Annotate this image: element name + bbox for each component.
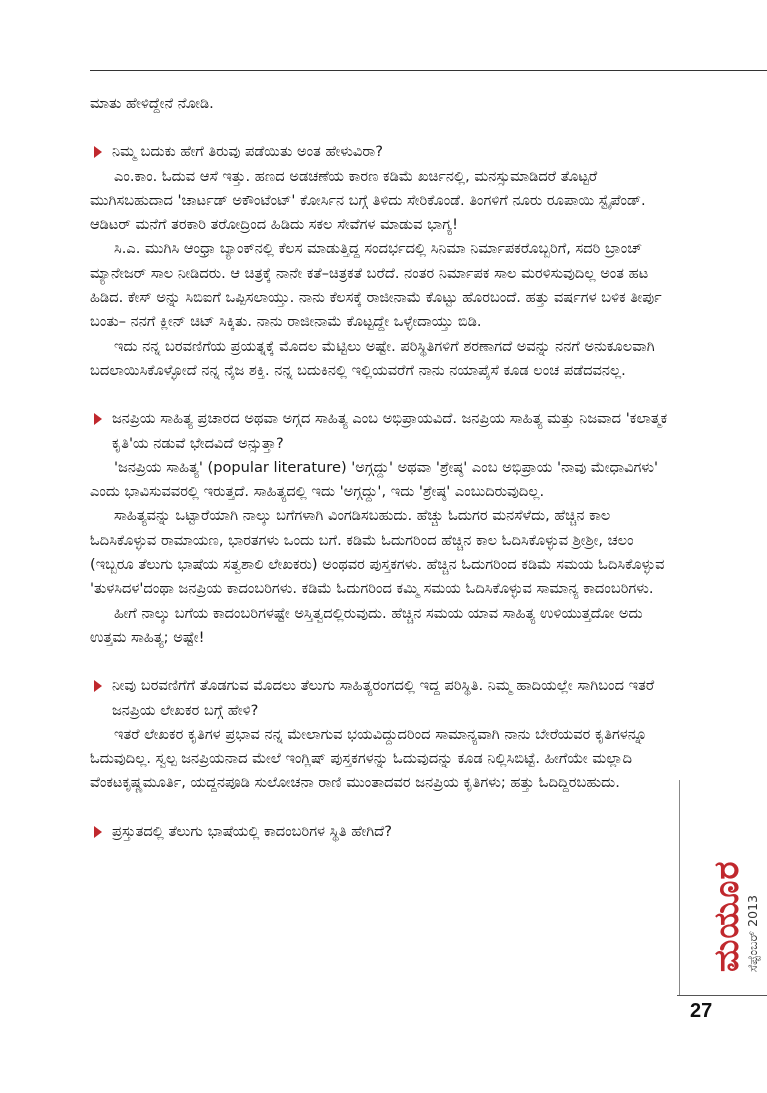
opening-line: ಮಾತು ಹೇಳಿದ್ದೇನೆ ನೋಡಿ. [90,95,214,112]
page-number: 27 [690,1000,713,1022]
triangle-bullet-icon [94,146,102,158]
question-1: ನಿಮ್ಮ ಬದುಕು ಹೇಗೆ ತಿರುವು ಪಡೆಯಿತು ಅಂತ ಹೇಳುವಿರಾ? [90,140,670,164]
triangle-bullet-icon [94,826,102,838]
sidebar-rule [679,780,680,995]
answer-3-para-1: ಇತರೆ ಲೇಖಕರ ಕೃತಿಗಳ ಪ್ರಭಾವ ನನ್ನ ಮೇಲಾಗುವ ಭಯವಿದ್ದುದರಿಂದ ಸಾಮಾನ್ಯವಾಗಿ ನಾನು ಬೇರೆಯವರ ಕೃತಿಗಳನ್ನೂ ಓದುವುದಿಲ್ಲ. ಸ್ವಲ್ಪ ಜನಪ್ರಿಯನಾದ ಮೇಲೆ ಇಂಗ್ಲಿಷ್ ಪುಸ್ತಕಗಳನ್ನು ಓದುವುದನ್ನು ಕೂಡ ನಿಲ್ಲಿಸಿಬಿಟ್ಟೆ. ಹೀಗೆಯೇ ಮಲ್ಲಾದಿ ವೆಂಕಟಕೃಷ್ಣಮೂರ್ತಿ, ಯದ್ದನಪೂಡಿ ಸುಲೋಚನಾ ರಾಣಿ ಮುಂತಾದವರ ಜನಪ್ರಿಯ ಕೃತಿಗಳು; ಹತ್ತು ಓದಿದ್ದಿರಬಹುದು. [90,725,648,792]
answer-1-para-2: ಸಿ.ಎ. ಮುಗಿಸಿ ಆಂಧ್ರಾ ಬ್ಯಾಂಕ್‌ನಲ್ಲಿ ಕೆಲಸ ಮಾಡುತ್ತಿದ್ದ ಸಂದರ್ಭದಲ್ಲಿ ಸಿನಿಮಾ ನಿರ್ಮಾಪಕರೊಬ್ಬರಿಗೆ, ಸದರಿ ಬ್ರಾಂಚ್ ಮ್ಯಾನೇಜರ್ ಸಾಲ ನೀಡಿದರು. ಆ ಚಿತ್ರಕ್ಕೆ ನಾನೇ ಕತೆ–ಚಿತ್ರಕತೆ ಬರೆದೆ. ನಂತರ ನಿರ್ಮಾಪಕ ಸಾಲ ಮರಳಿಸುವುದಿಲ್ಲ ಅಂತ ಹಟ ಹಿಡಿದ. ಕೇಸ್ ಅನ್ನು ಸಿಬಿಐಗೆ ಒಪ್ಪಿಸಲಾಯ್ತು. ನಾನು ಕೆಲಸಕ್ಕೆ ರಾಜೀನಾಮೆ ಕೊಟ್ಟು ಹೊರಬಂದೆ. ಹತ್ತು ವರ್ಷಗಳ ಬಳಿಕ ತೀರ್ಪು ಬಂತು– ನನಗೆ ಕ್ಲೀನ್ ಚಿಟ್ ಸಿಕ್ಕಿತು. ನಾನು ರಾಜೀನಾಮೆ ಕೊಟ್ಟದ್ದೇ ಒಳ್ಳೇದಾಯ್ತು ಬಿಡಿ. [90,240,662,331]
answer-2-para-1: 'ಜನಪ್ರಿಯ ಸಾಹಿತ್ಯ' (popular literature) 'ಅಗ್ಗದ್ದು' ಅಥವಾ 'ಶ್ರೇಷ್ಠ' ಎಂಬ ಅಭಿಪ್ರಾಯ 'ನಾವು ಮೇಧಾವಿಗಳು' ಎಂದು ಭಾವಿಸುವವರಲ್ಲಿ ಇರುತ್ತದೆ. ಸಾಹಿತ್ಯದಲ್ಲಿ ಇದು 'ಅಗ್ಗದ್ದು', ಇದು 'ಶ್ರೇಷ್ಠ' ಎಂಬುದಿರುವುದಿಲ್ಲ. [90,458,659,501]
question-3: ನೀವು ಬರವಣಿಗೆಗೆ ತೊಡಗುವ ಮೊದಲು ತೆಲುಗು ಸಾಹಿತ್ಯರಂಗದಲ್ಲಿ ಇದ್ದ ಪರಿಸ್ಥಿತಿ. ನಿಮ್ಮ ಹಾದಿಯಲ್ಲೇ ಸಾಗಿಬಂದ ಇತರೆ ಜನಪ್ರಿಯ ಲೇಖಕರ ಬಗ್ಗೆ ಹೇಳಿ? [90,674,670,723]
issue-date: ಸೆಪ್ಟೆಂಬರ್ 2013 [745,895,760,972]
question-2: ಜನಪ್ರಿಯ ಸಾಹಿತ್ಯ ಪ್ರಚಾರದ ಅಥವಾ ಅಗ್ಗದ ಸಾಹಿತ್ಯ ಎಂಬ ಅಭಿಪ್ರಾಯವಿದೆ. ಜನಪ್ರಿಯ ಸಾಹಿತ್ಯ ಮತ್ತು ನಿಜವಾದ 'ಕಲಾತ್ಮಕ ಕೃತಿ'ಯ ನಡುವೆ ಭೇದವಿದೆ ಅನ್ಸುತ್ತಾ? [90,407,670,456]
top-rule [90,70,767,71]
triangle-bullet-icon [94,680,102,692]
answer-1-para-3: ಇದು ನನ್ನ ಬರವಣಿಗೆಯ ಪ್ರಯತ್ನಕ್ಕೆ ಮೊದಲ ಮೆಟ್ಟಿಲು ಅಷ್ಟೇ. ಪರಿಸ್ಥಿತಿಗಳಿಗೆ ಶರಣಾಗದೆ ಅವನ್ನು ನನಗೆ ಅನುಕೂಲವಾಗಿ ಬದಲಾಯಿಸಿಕೊಳ್ಳೋದೆ ನನ್ನ ನೈಜ ಶಕ್ತಿ. ನನ್ನ ಬದುಕಿನಲ್ಲಿ ಇಲ್ಲಿಯವರೆಗೆ ನಾನು ನಯಾಪೈಸೆ ಕೂಡ ಲಂಚ ಪಡೆದವನಲ್ಲ. [90,337,655,379]
triangle-bullet-icon [94,413,102,425]
answer-2-para-3: ಹೀಗೆ ನಾಲ್ಕು ಬಗೆಯ ಕಾದಂಬರಿಗಳಷ್ಟೇ ಅಸ್ತಿತ್ವದಲ್ಲಿರುವುದು. ಹೆಚ್ಚಿನ ಸಮಯ ಯಾವ ಸಾಹಿತ್ಯ ಉಳಿಯುತ್ತದೋ ಅದು ಉತ್ತಮ ಸಾಹಿತ್ಯ; ಅಷ್ಟೇ! [90,604,643,646]
footer-rule [677,995,767,996]
magazine-logo: ಮಯೂರ [707,860,747,972]
article-body [90,92,670,844]
answer-2-para-2: ಸಾಹಿತ್ಯವನ್ನು ಒಟ್ಟಾರೆಯಾಗಿ ನಾಲ್ಕು ಬಗೆಗಳಾಗಿ ವಿಂಗಡಿಸಬಹುದು. ಹೆಚ್ಚು ಓದುಗರ ಮನಸೆಳೆದು, ಹೆಚ್ಚಿನ ಕಾಲ ಓದಿಸಿಕೊಳ್ಳುವ ರಾಮಾಯಣ, ಭಾರತಗಳು ಒಂದು ಬಗೆ. ಕಡಿಮೆ ಓದುಗರಿಂದ ಹೆಚ್ಚಿನ ಕಾಲ ಓದಿಸಿಕೊಳ್ಳುವ ಶ್ರೀಶ್ರೀ, ಚಲಂ (ಇಬ್ಬರೂ ತೆಲುಗು ಭಾಷೆಯ ಸತ್ವಶಾಲಿ ಲೇಖಕರು) ಅಂಥವರ ಪುಸ್ತಕಗಳು. ಹೆಚ್ಚಿನ ಓದುಗರಿಂದ ಕಡಿಮೆ ಸಮಯ ಓದಿಸಿಕೊಳ್ಳುವ 'ತುಳಸಿದಳ'ದಂಥಾ ಜನಪ್ರಿಯ ಕಾದಂಬರಿಗಳು. ಕಡಿಮೆ ಓದುಗರಿಂದ ಕಮ್ಮಿ ಸಮಯ ಓದಿಸಿಕೊಳ್ಳುವ ಸಾಮಾನ್ಯ ಕಾದಂಬರಿಗಳು. [90,507,665,598]
magazine-sidebar [679,780,767,995]
question-4: ಪ್ರಸ್ತುತದಲ್ಲಿ ತೆಲುಗು ಭಾಷೆಯಲ್ಲಿ ಕಾದಂಬರಿಗಳ ಸ್ಥಿತಿ ಹೇಗಿದೆ? [90,820,670,844]
answer-1-para-1: ಎಂ.ಕಾಂ. ಓದುವ ಆಸೆ ಇತ್ತು. ಹಣದ ಅಡಚಣೆಯ ಕಾರಣ ಕಡಿಮೆ ಖರ್ಚಿನಲ್ಲಿ, ಮನಸ್ಸುಮಾಡಿದರೆ ತೊಟ್ಟರೆ ಮುಗಿಸಬಹುದಾದ 'ಚಾರ್ಟಡ್ ಅಕೌಂಟೆಂಟ್' ಕೋರ್ಸಿನ ಬಗ್ಗೆ ತಿಳಿದು ಸೇರಿಕೊಂಡೆ. ತಿಂಗಳಿಗೆ ನೂರು ರೂಪಾಯಿ ಸ್ಟೈಪೆಂಡ್. ಆಡಿಟರ್ ಮನೆಗೆ ತರಕಾರಿ ತರೋದ್ರಿಂದ ಹಿಡಿದು ಸಕಲ ಸೇವೆಗಳ ಮಾಡುವ ಭಾಗ್ಯ! [90,167,646,234]
